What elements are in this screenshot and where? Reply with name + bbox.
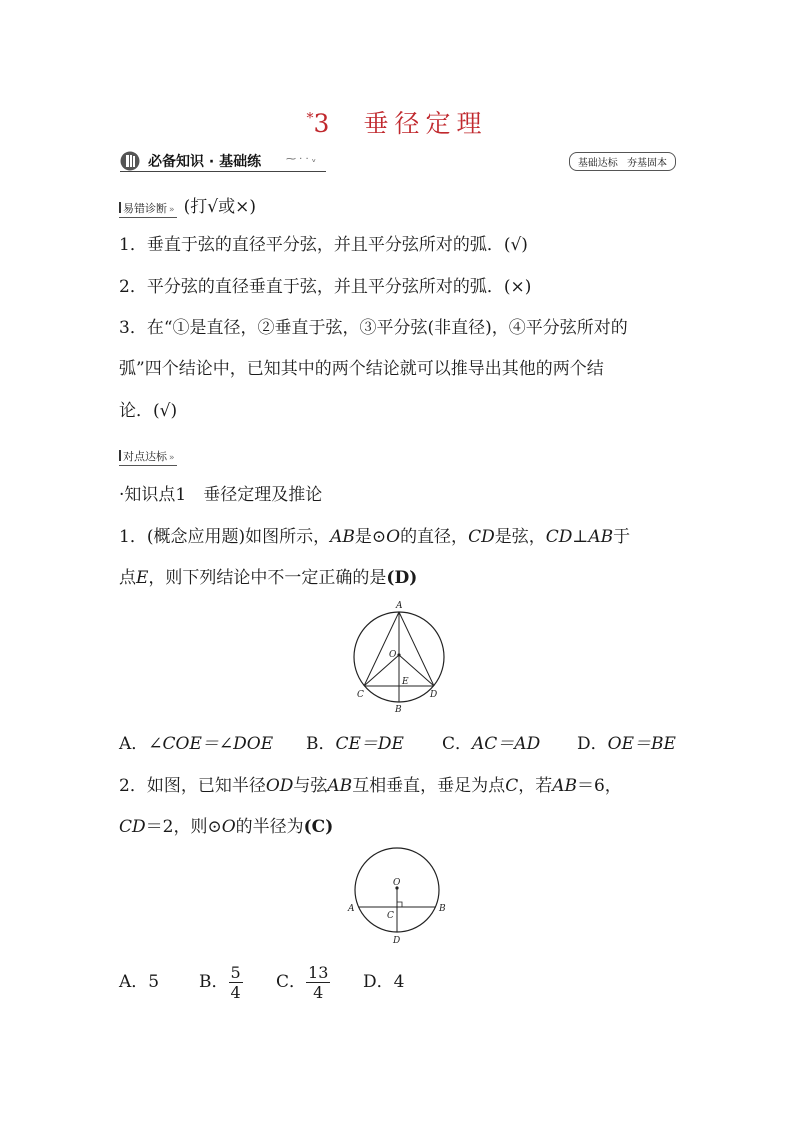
section-label-text: 对点达标 xyxy=(123,450,167,463)
q2-text: ，若 xyxy=(518,776,553,796)
q2-figure xyxy=(342,845,450,947)
option-key: B． xyxy=(199,972,229,992)
q1-line-2 xyxy=(119,567,417,589)
chevron-right-icon: » xyxy=(169,205,175,215)
math-cd-perp-ab: CD⊥AB xyxy=(545,527,614,547)
chevron-right-icon: » xyxy=(169,453,175,463)
math-cd: CD xyxy=(119,817,146,837)
banner-heading: 必备知识 · 基础练 xyxy=(148,154,262,170)
q2-text: 的半径为 xyxy=(235,817,304,837)
label-a: A xyxy=(348,904,355,914)
fraction-numerator: 13 xyxy=(308,963,329,982)
statement-3-line-1: 3．在“①是直径，②垂直于弦，③平分弦(非直径)，④平分弦所对的 xyxy=(119,318,628,338)
knowledge-point: ·知识点1 垂径定理及推论 xyxy=(119,485,323,505)
statement-3-line-2: 弧”四个结论中，已知其中的两个结论就可以推导出其他的两个结 xyxy=(119,359,604,379)
math-o: O xyxy=(386,527,401,547)
section-banner xyxy=(120,150,676,172)
label-b: B xyxy=(439,904,446,914)
right-angle-mark xyxy=(397,902,402,907)
fraction xyxy=(229,963,243,1002)
q2-option-d xyxy=(363,971,404,993)
title-number: 3 xyxy=(313,109,336,138)
statement-3-line-3: 论．(√) xyxy=(119,401,178,421)
q1-figure xyxy=(348,598,452,716)
option-key: D． xyxy=(363,972,394,992)
q1-option-b xyxy=(306,733,404,755)
q1-option-c xyxy=(442,733,540,755)
fraction-numerator: 5 xyxy=(230,963,241,982)
fraction-denominator: 4 xyxy=(230,983,241,1002)
option-value: 5 xyxy=(148,972,160,992)
math-od: OD xyxy=(265,776,294,796)
section-label-text: 易错诊断 xyxy=(123,202,167,215)
option-key: D． xyxy=(577,734,608,754)
banner-underline xyxy=(120,171,326,172)
q1-text: 是⊙ xyxy=(354,527,387,547)
q1-answer: (D) xyxy=(386,568,418,588)
q1-text: 1．(概念应用题)如图所示， xyxy=(119,527,331,547)
center-point xyxy=(397,653,400,656)
statement-2: 2．平分弦的直径垂直于弦，并且平分弦所对的弧．(×) xyxy=(119,277,532,297)
q1-option-d xyxy=(577,733,676,755)
option-key: A． xyxy=(119,972,149,992)
option-text: AC＝AD xyxy=(472,734,541,754)
math-ab: AB xyxy=(327,776,353,796)
banner-tag: 基础达标 夯基固本 xyxy=(569,152,676,171)
option-key: B． xyxy=(306,734,336,754)
section-label-errors xyxy=(119,192,256,218)
label-o: O xyxy=(389,650,397,660)
q2-option-b xyxy=(199,958,243,1006)
fraction-denominator: 4 xyxy=(313,983,324,1002)
fraction xyxy=(306,963,330,1002)
option-key: C． xyxy=(442,734,473,754)
q1-text: ，则下列结论中不一定正确的是 xyxy=(148,568,387,588)
q1-text: 点 xyxy=(119,568,136,588)
option-key: A． xyxy=(119,734,149,754)
option-value: 4 xyxy=(393,972,405,992)
label-c: C xyxy=(387,911,394,921)
label-b: B xyxy=(395,705,402,715)
q2-option-c xyxy=(276,958,330,1006)
label-d: D xyxy=(430,690,438,700)
q2-option-a xyxy=(119,971,159,993)
title-star: * xyxy=(306,110,314,127)
q2-text: ＝6， xyxy=(576,776,622,796)
q1-line-1 xyxy=(119,526,630,548)
lesson-title xyxy=(0,104,794,140)
label-d: D xyxy=(393,936,401,946)
q2-text: 互相垂直，垂足为点 xyxy=(352,776,506,796)
label-a: A xyxy=(396,601,403,611)
q2-text: ＝2，则⊙ xyxy=(145,817,222,837)
section-label-practice xyxy=(119,445,177,466)
math-ab: AB xyxy=(330,527,355,547)
q2-line-2 xyxy=(119,816,333,838)
option-text: ∠COE＝∠DOE xyxy=(148,734,274,754)
q1-text: 的直径， xyxy=(400,527,469,547)
title-text: 垂径定理 xyxy=(363,109,488,138)
q2-answer: (C) xyxy=(303,817,334,837)
q2-text: 与弦 xyxy=(293,776,328,796)
math-ab: AB xyxy=(552,776,577,796)
statement-1: 1．垂直于弦的直径平分弦，并且平分弦所对的弧．(√) xyxy=(119,235,528,255)
q2-line-1 xyxy=(119,775,622,797)
math-o: O xyxy=(221,817,236,837)
label-o: O xyxy=(393,878,401,888)
q2-text: 2．如图，已知半径 xyxy=(119,776,266,796)
q1-option-a xyxy=(119,733,273,755)
math-cd: CD xyxy=(468,527,495,547)
banner-decoration: ⁓ · · ᵥ xyxy=(286,154,317,165)
book-icon xyxy=(120,151,142,171)
option-text: CE＝DE xyxy=(335,734,404,754)
q1-text: 是弦， xyxy=(494,527,546,547)
option-text: OE＝BE xyxy=(607,734,676,754)
q1-text: 于 xyxy=(613,527,631,547)
math-c: C xyxy=(505,776,519,796)
math-e: E xyxy=(136,568,149,588)
label-e: E xyxy=(402,677,409,687)
label-c: C xyxy=(357,690,364,700)
section-instruction: (打√或×) xyxy=(183,197,256,217)
option-key: C． xyxy=(276,972,307,992)
